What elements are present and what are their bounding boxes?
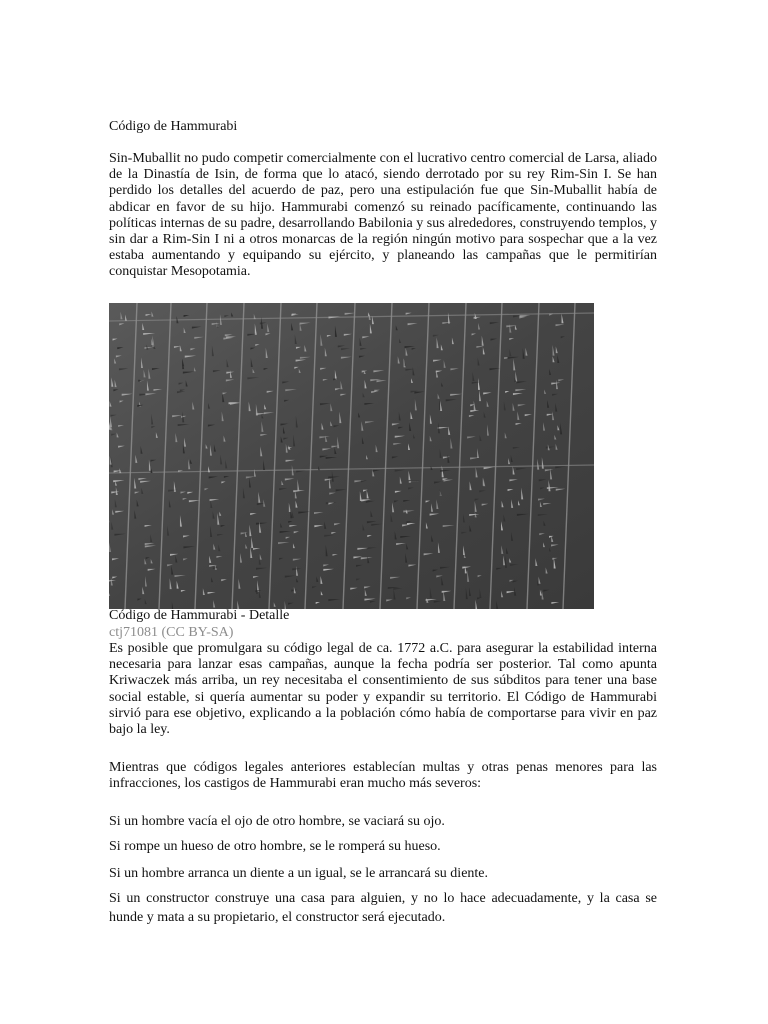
figure-credit-link[interactable]: ctj71081 (CC BY-SA): [109, 625, 234, 640]
cuneiform-image: [109, 303, 594, 609]
law-item: Si un hombre arranca un diente a un igual, se le arrancará su diente.: [109, 866, 489, 881]
paragraph-intro: Sin-Muballit no pudo competir comercialmente con el lucrativo centro comercial de Larsa, aliado de la Dinastía de Isin, de forma que lo atacó, siendo derrotado por su rey Rim-Sin I. Se han perdido los detalles del acuerdo de paz, pero una estipulación fue que Sin-Muballit había de abdicar en favor de su hijo. Hammurabi comenzó su reinado pacíficamente, continuando las políticas internas de su padre, desarrollando Babilonia y sus alrededores, construyendo templos, y sin dar a Rim-Sin I ni a otros monarcas de la región ningún motivo para sospechar que a la vez estaba aumentando y equipando su ejército, y planeando las campañas que le permitirían conquistar Mesopotamia.: [109, 151, 657, 280]
law-item: Si un constructor construye una casa para alguien, y no lo hace adecuadamente, y la casa se hunde y mata a su propietario, el constructor será ejecutado.: [109, 891, 657, 925]
figure-caption: Código de Hammurabi - Detalle: [109, 608, 290, 623]
cuneiform-stele-photo: [109, 303, 594, 609]
law-item: Si un hombre vacía el ojo de otro hombre, se vaciará su ojo.: [109, 814, 445, 829]
law-item: Si rompe un hueso de otro hombre, se le romperá su hueso.: [109, 839, 441, 854]
paragraph-code: Es posible que promulgara su código legal de ca. 1772 a.C. para asegurar la estabilidad interna necesaria para lanzar esas campañas, aunque la fecha podría ser posterior. Tal como apunta Kriwaczek más arriba, un rey necesitaba el consentimiento de sus súbditos para tener una base social estable, si quería aumentar su poder y expandir su territorio. El Código de Hammurabi sirvió para ese objetivo, explicando a la población cómo había de comportarse para vivir en paz bajo la ley.: [109, 641, 657, 738]
page-title: Código de Hammurabi: [109, 119, 238, 134]
paragraph-punishments: Mientras que códigos legales anteriores establecían multas y otras penas menores para las infracciones, los castigos de Hammurabi eran mucho más severos:: [109, 760, 657, 792]
